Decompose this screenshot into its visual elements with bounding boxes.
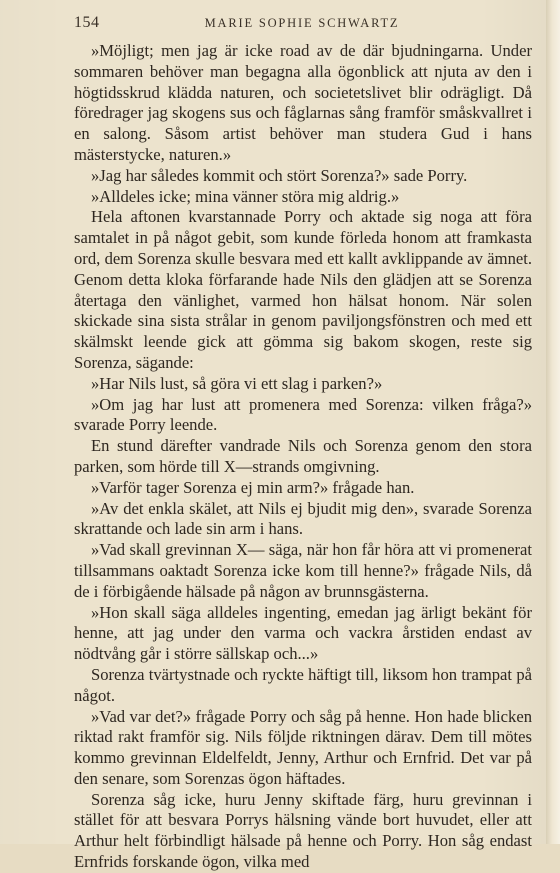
body-text [74,41,532,873]
paragraph: »Möjligt; men jag är icke road av de där bjudningarna. Under sommaren behöver man begagna alla ögonblick att njuta av den i högtidsskrud klädda naturen, och societetslivet blir odrägligt. Då föredrager jag skogens sus och fåglarnas sång framför småskvallret i en salong. Såsom artist behöver man studera Gud i hans mästerstycke, naturen.» [74,41,532,164]
paragraph: En stund därefter vandrade Nils och Sorenza genom den stora parken, som hörde till X—strands omgivning. [74,436,532,476]
paragraph: »Vad skall grevinnan X— säga, när hon får höra att vi promenerat tillsammans oaktadt Sorenza icke kom till henne?» frågade Nils, då de i förbigående hälsade på någon av brunnsgästerna. [74,540,532,601]
running-head [74,14,530,34]
paragraph: »Jag har således kommit och stört Sorenza?» sade Porry. [91,165,468,185]
paragraph: »Vad var det?» frågade Porry och såg på henne. Hon hade blicken riktad rakt framför sig. Nils följde riktningen därav. Dem till mötes kommo grevinnan Eldelfeldt, Jenny, Arthur och Ernfrid. Det var på den senare, som Sorenzas ögon häftades. [74,706,532,788]
running-head-author: MARIE SOPHIE SCHWARTZ [204,16,400,30]
paragraph: Sorenza såg icke, huru Jenny skiftade färg, huru grevinnan i stället för att besvara Porrys hälsning vände bort huvudet, eller att Arthur helt förbindligt hälsade på henne och Porry. Hon såg endast Ernfrids forskande ögon, vilka med [74,789,532,872]
page-edge [546,0,560,844]
paragraph: Sorenza tvärtystnade och ryckte häftigt till, liksom hon trampat på något. [74,664,532,705]
paragraph: »Har Nils lust, så göra vi ett slag i parken?» [91,373,383,393]
paragraph: »Av det enkla skälet, att Nils ej bjudit mig den», svarade Sorenza skrattande och lade sin arm i hans. [74,498,532,539]
paragraph: »Hon skall säga alldeles ingenting, emedan jag ärligt bekänt för henne, att jag under den varma och vackra årstiden endast av nödtvång går i större sällskap och...» [74,602,532,664]
paragraph: »Varför tager Sorenza ej min arm?» frågade han. [91,477,415,497]
paragraph: »Alldeles icke; mina vänner störa mig aldrig.» [91,186,400,206]
page-number: 154 [74,14,100,31]
paragraph: »Om jag har lust att promenera med Sorenza: vilken fråga?» svarade Porry leende. [74,394,532,435]
paragraph: Hela aftonen kvarstannade Porry och aktade sig noga att föra samtalet in på något gebit, som kunde förleda honom att framkasta ord, dem Sorenza skulle besvara med ett kallt avklippande av ämnet. Genom detta kloka förfarande hade Nils den glädjen att se Sorenza återtaga den vänlighet, varmed hon hälsat honom. När solen skickade sina sista strålar in genom paviljongsfönstren och med ett skälmskt leende gick att gömma sig bakom skogen, reste sig Sorenza, sägande: [74,207,532,372]
